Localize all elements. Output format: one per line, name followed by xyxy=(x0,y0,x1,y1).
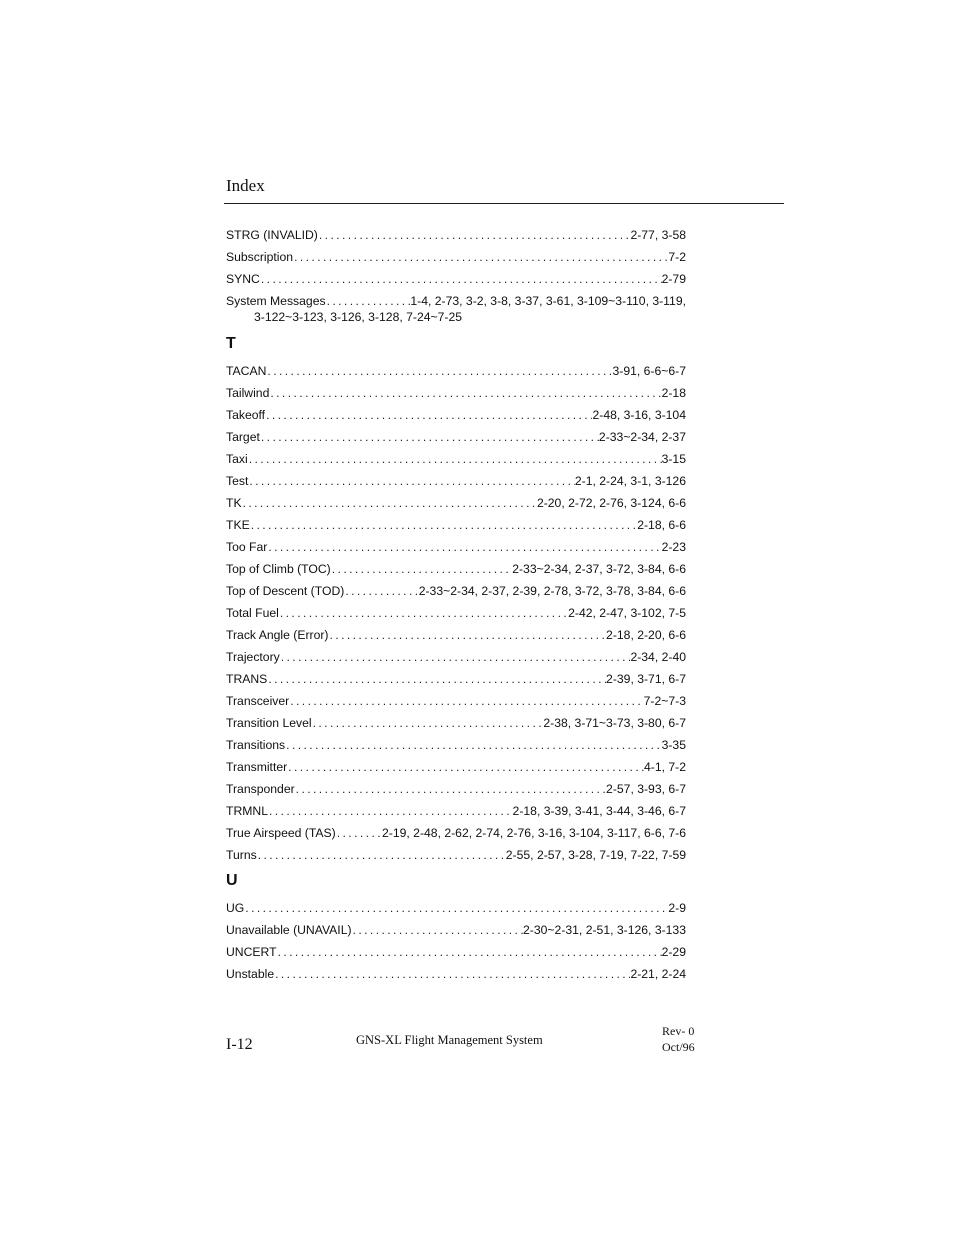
entry-pages: 2-77, 3-58 xyxy=(630,228,686,242)
index-entry xyxy=(226,385,686,401)
header-rule xyxy=(224,203,784,204)
index-entry xyxy=(226,737,686,753)
index-entry xyxy=(226,627,686,643)
index-entry xyxy=(226,966,686,982)
index-entry xyxy=(226,539,686,555)
entry-term: Transitions xyxy=(226,738,286,752)
entry-term: Turns xyxy=(226,848,257,862)
entry-pages: 2-9 xyxy=(668,901,686,915)
entry-pages: 7-2~7-3 xyxy=(643,694,686,708)
leader-dots xyxy=(312,715,544,731)
index-entry xyxy=(226,495,686,511)
entry-pages: 2-18 xyxy=(661,386,686,400)
leader-dots xyxy=(329,627,607,643)
footer-title: GNS-XL Flight Management System xyxy=(356,1033,543,1047)
entry-pages: 2-1, 2-24, 3-1, 3-126 xyxy=(574,474,686,488)
leader-dots xyxy=(250,517,638,533)
entry-term: Tailwind xyxy=(226,386,270,400)
index-entry xyxy=(226,847,686,863)
entry-term: TRMNL xyxy=(226,804,268,818)
entry-term: Takeoff xyxy=(226,408,266,422)
leader-dots xyxy=(257,847,506,863)
entry-pages: 2-23 xyxy=(661,540,686,554)
entry-term: TACAN xyxy=(226,364,267,378)
entry-term: TKE xyxy=(226,518,250,532)
index-entry xyxy=(226,227,686,243)
leader-dots xyxy=(285,737,661,753)
entry-term: Unavailable (UNAVAIL) xyxy=(226,923,352,937)
entry-term: Transponder xyxy=(226,782,295,796)
entry-pages: 2-33~2-34, 2-37, 2-39, 2-78, 3-72, 3-78, 3-84, 6-6 xyxy=(418,584,686,598)
leader-dots xyxy=(248,451,662,467)
entry-term: Unstable xyxy=(226,967,275,981)
leader-dots xyxy=(260,429,599,445)
entry-pages: 2-33~2-34, 2-37 xyxy=(598,430,686,444)
entry-term: STRG (INVALID) xyxy=(226,228,318,242)
entry-pages: 2-39, 3-71, 6-7 xyxy=(606,672,686,686)
index-entry xyxy=(226,517,686,533)
leader-dots xyxy=(336,825,382,841)
index-entry xyxy=(226,693,686,709)
entry-pages: 2-18, 2-20, 6-6 xyxy=(606,628,686,642)
leader-dots xyxy=(344,583,418,599)
index-entry xyxy=(226,781,686,797)
index-entry xyxy=(226,605,686,621)
entry-term: SYNC xyxy=(226,272,260,286)
entry-term: Transition Level xyxy=(226,716,312,730)
entry-pages: 2-33~2-34, 2-37, 3-72, 3-84, 6-6 xyxy=(512,562,686,576)
index-entry xyxy=(226,429,686,445)
entry-term: Subscription xyxy=(226,250,294,264)
entry-pages: 3-91, 6-6~6-7 xyxy=(612,364,686,378)
footer-revision xyxy=(662,1023,695,1055)
entry-pages: 2-20, 2-72, 2-76, 3-124, 6-6 xyxy=(536,496,686,510)
entry-pages: 1-4, 2-73, 3-2, 3-8, 3-37, 3-61, 3-109~3-110, 3-119, xyxy=(410,294,686,308)
entry-term: Top of Descent (TOD) xyxy=(226,584,345,598)
entry-pages: 2-18, 6-6 xyxy=(637,518,686,532)
leader-dots xyxy=(287,759,644,775)
index-entry xyxy=(226,922,686,938)
entry-pages: 2-48, 3-16, 3-104 xyxy=(592,408,686,422)
index-entry xyxy=(226,407,686,423)
index-entry xyxy=(226,759,686,775)
leader-dots xyxy=(248,473,575,489)
revision-date: Oct/96 xyxy=(662,1040,695,1054)
revision-label: Rev- 0 xyxy=(662,1024,695,1038)
leader-dots xyxy=(293,249,668,265)
entry-term: UNCERT xyxy=(226,945,277,959)
entry-term: Track Angle (Error) xyxy=(226,628,329,642)
entry-term: Transceiver xyxy=(226,694,290,708)
entry-pages: 2-19, 2-48, 2-62, 2-74, 2-76, 3-16, 3-104, 3-117, 6-6, 7-6 xyxy=(382,826,686,840)
index-entry xyxy=(226,271,686,287)
index-entry xyxy=(226,249,686,265)
leader-dots xyxy=(279,605,568,621)
leader-dots xyxy=(260,271,662,287)
leader-dots xyxy=(352,922,523,938)
leader-dots xyxy=(267,671,606,687)
entry-pages: 2-34, 2-40 xyxy=(630,650,686,664)
index-entry xyxy=(226,363,686,379)
leader-dots xyxy=(289,693,643,709)
leader-dots xyxy=(244,900,668,916)
index-entry xyxy=(226,715,686,731)
entry-term: True Airspeed (TAS) xyxy=(226,826,336,840)
leader-dots xyxy=(280,649,631,665)
entry-pages: 2-55, 2-57, 3-28, 7-19, 7-22, 7-59 xyxy=(505,848,686,862)
entry-term: Too Far xyxy=(226,540,268,554)
index-entry xyxy=(226,451,686,467)
entry-term: Total Fuel xyxy=(226,606,279,620)
leader-dots xyxy=(269,385,661,401)
page-title: Index xyxy=(226,176,265,195)
entry-pages: 2-57, 3-93, 6-7 xyxy=(606,782,686,796)
leader-dots xyxy=(274,966,630,982)
page-number: I-12 xyxy=(226,1036,253,1053)
index-entry xyxy=(226,473,686,489)
entry-pages: 4-1, 7-2 xyxy=(643,760,686,774)
index-entry xyxy=(226,671,686,687)
section-letter-u: U xyxy=(226,872,238,889)
entry-pages: 3-15 xyxy=(661,452,686,466)
entry-pages: 3-35 xyxy=(661,738,686,752)
entry-term: Test xyxy=(226,474,249,488)
leader-dots xyxy=(242,495,537,511)
leader-dots xyxy=(277,944,662,960)
index-entry xyxy=(226,900,686,916)
index-entry xyxy=(226,825,686,841)
entry-pages: 7-2 xyxy=(668,250,686,264)
leader-dots xyxy=(318,227,631,243)
index-entry xyxy=(226,293,686,309)
entry-pages: 2-18, 3-39, 3-41, 3-44, 3-46, 6-7 xyxy=(512,804,686,818)
leader-dots xyxy=(265,407,592,423)
entry-pages: 2-79 xyxy=(661,272,686,286)
leader-dots xyxy=(266,363,612,379)
leader-dots xyxy=(331,561,512,577)
index-entry xyxy=(226,561,686,577)
section-letter-t: T xyxy=(226,335,236,352)
leader-dots xyxy=(268,803,513,819)
entry-term: System Messages xyxy=(226,294,326,308)
entry-term: Target xyxy=(226,430,260,444)
entry-pages: 2-29 xyxy=(661,945,686,959)
entry-term: Taxi xyxy=(226,452,248,466)
entry-term: TRANS xyxy=(226,672,268,686)
entry-term: Top of Climb (TOC) xyxy=(226,562,331,576)
index-entry xyxy=(226,649,686,665)
index-entry xyxy=(226,803,686,819)
entry-pages: 2-38, 3-71~3-73, 3-80, 6-7 xyxy=(543,716,686,730)
entry-term: Trajectory xyxy=(226,650,280,664)
leader-dots xyxy=(326,293,411,309)
leader-dots xyxy=(267,539,661,555)
entry-term: Transmitter xyxy=(226,760,288,774)
entry-term: UG xyxy=(226,901,245,915)
entry-continuation: 3-122~3-123, 3-126, 3-128, 7-24~7-25 xyxy=(254,310,463,324)
entry-pages: 2-42, 2-47, 3-102, 7-5 xyxy=(568,606,686,620)
index-entry xyxy=(226,944,686,960)
entry-pages: 2-30~2-31, 2-51, 3-126, 3-133 xyxy=(523,923,686,937)
leader-dots xyxy=(295,781,606,797)
index-entry xyxy=(226,583,686,599)
entry-pages: 2-21, 2-24 xyxy=(630,967,686,981)
entry-term: TK xyxy=(226,496,242,510)
